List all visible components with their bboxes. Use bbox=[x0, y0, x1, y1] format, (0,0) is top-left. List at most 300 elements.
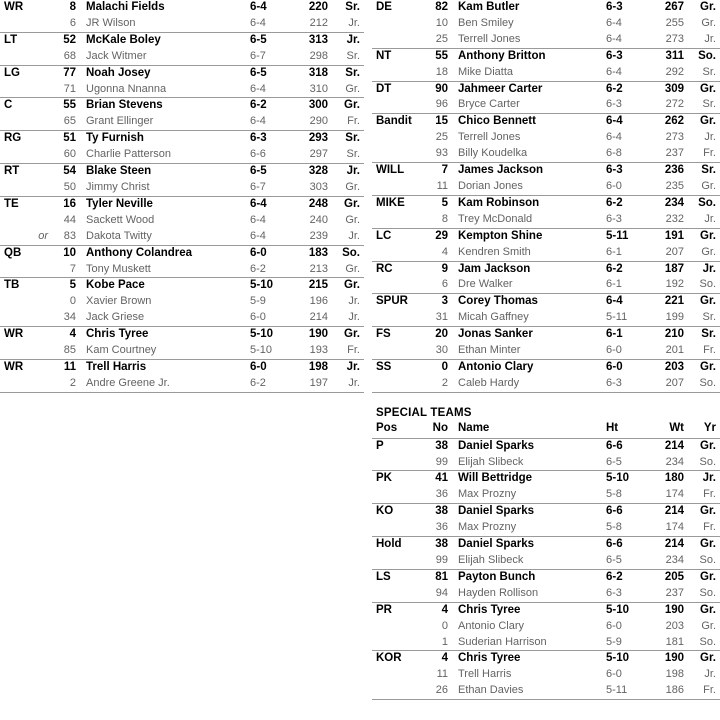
player-weight: 220 bbox=[308, 1, 328, 13]
player-height: 5-10 bbox=[250, 279, 274, 292]
player-name: JR Wilson bbox=[84, 16, 248, 32]
player-weight: 174 bbox=[650, 487, 690, 503]
player-height: 6-6 bbox=[606, 538, 623, 551]
player-height: 6-1 bbox=[604, 277, 650, 293]
player-number: 4 bbox=[424, 245, 456, 261]
player-year: Gr. bbox=[700, 570, 716, 583]
player-weight: 290 bbox=[294, 114, 334, 130]
player-name: Elijah Slibeck bbox=[456, 553, 604, 569]
player-weight: 300 bbox=[308, 99, 328, 112]
table-row bbox=[372, 310, 720, 326]
position-spacer bbox=[372, 130, 424, 146]
player-name: Dre Walker bbox=[456, 277, 604, 293]
player-weight: 232 bbox=[650, 212, 690, 228]
player-name: Ethan Davies bbox=[456, 683, 604, 699]
player-year: Gr. bbox=[701, 16, 716, 29]
table-row bbox=[0, 164, 364, 180]
player-weight: 203 bbox=[664, 360, 684, 373]
player-number: 36 bbox=[424, 520, 456, 536]
column-header-ht: Ht bbox=[604, 421, 650, 438]
table-row bbox=[0, 327, 364, 343]
player-weight: 309 bbox=[664, 82, 684, 95]
player-weight: 186 bbox=[650, 683, 690, 699]
column-header-wt: Wt bbox=[650, 421, 690, 438]
table-row bbox=[372, 537, 720, 553]
player-year: Sr. bbox=[334, 49, 364, 65]
player-year: Gr. bbox=[345, 213, 360, 226]
player-weight: 191 bbox=[664, 229, 684, 242]
column-header-pos: Pos bbox=[372, 421, 424, 438]
player-number: 31 bbox=[424, 310, 456, 326]
table-row bbox=[372, 327, 720, 343]
position-label: TB bbox=[4, 279, 20, 292]
player-name: Ugonna Nnanna bbox=[84, 82, 248, 98]
table-row bbox=[0, 32, 364, 48]
table-row bbox=[0, 310, 364, 326]
player-number: 1 bbox=[424, 635, 456, 651]
player-weight: 180 bbox=[664, 472, 684, 485]
player-height: 6-4 bbox=[248, 229, 294, 245]
player-height: 6-2 bbox=[606, 262, 623, 275]
player-weight: 212 bbox=[294, 16, 334, 32]
position-label: NT bbox=[376, 49, 392, 62]
player-weight: 273 bbox=[665, 131, 684, 144]
player-weight: 292 bbox=[650, 65, 690, 81]
player-weight: 207 bbox=[650, 376, 690, 392]
player-height: 5-9 bbox=[250, 295, 266, 308]
player-name: Jahmeer Carter bbox=[458, 82, 543, 95]
table-row bbox=[372, 455, 720, 471]
player-height: 6-0 bbox=[606, 619, 622, 632]
player-height: 6-3 bbox=[604, 97, 650, 113]
player-height: 6-8 bbox=[604, 146, 650, 162]
player-number: 10 bbox=[63, 246, 76, 259]
player-number: 65 bbox=[52, 114, 84, 130]
player-year: Fr. bbox=[334, 343, 364, 359]
position-label: MIKE bbox=[376, 196, 405, 209]
player-year: Jr. bbox=[346, 165, 360, 178]
table-row bbox=[372, 146, 720, 162]
player-number: 0 bbox=[441, 360, 448, 373]
player-name: Andre Greene Jr. bbox=[84, 376, 248, 392]
table-row bbox=[372, 65, 720, 81]
offense-column bbox=[0, 0, 364, 393]
player-weight: 235 bbox=[650, 179, 690, 195]
position-label: RC bbox=[376, 262, 393, 275]
player-weight: 203 bbox=[665, 619, 684, 632]
player-height: 6-3 bbox=[604, 376, 650, 392]
player-name: Jack Witmer bbox=[84, 49, 248, 65]
player-height: 6-6 bbox=[248, 147, 294, 163]
position-label: KOR bbox=[376, 652, 402, 665]
position-spacer bbox=[372, 16, 424, 32]
player-weight: 311 bbox=[665, 49, 684, 62]
position-spacer bbox=[0, 262, 52, 278]
player-year: Gr. bbox=[344, 279, 360, 292]
player-number: 4 bbox=[69, 328, 76, 341]
player-weight: 193 bbox=[294, 343, 334, 359]
position-label: SPUR bbox=[376, 295, 408, 308]
player-weight: 215 bbox=[308, 279, 328, 292]
table-row bbox=[372, 602, 720, 618]
table-row bbox=[0, 343, 364, 359]
table-row bbox=[372, 359, 720, 375]
player-number: 85 bbox=[52, 343, 84, 359]
player-name: Chris Tyree bbox=[458, 652, 521, 665]
player-name: Max Prozny bbox=[456, 520, 604, 536]
position-spacer bbox=[0, 310, 52, 326]
player-year: So. bbox=[342, 246, 360, 259]
position-label: P bbox=[376, 439, 384, 452]
player-year: Jr. bbox=[346, 360, 360, 373]
player-year: Jr. bbox=[702, 262, 716, 275]
player-number: 8 bbox=[69, 1, 76, 13]
position-spacer bbox=[372, 553, 424, 569]
defense-column bbox=[372, 0, 720, 700]
player-year: Fr. bbox=[690, 146, 720, 162]
player-number: 55 bbox=[63, 99, 76, 112]
position-spacer bbox=[372, 146, 424, 162]
player-number: 50 bbox=[52, 180, 84, 196]
player-number: 6 bbox=[424, 277, 456, 293]
position-spacer bbox=[372, 245, 424, 261]
player-height: 6-2 bbox=[250, 99, 267, 112]
player-number: 3 bbox=[441, 295, 448, 308]
column-header-row bbox=[372, 421, 720, 438]
player-number: 0 bbox=[69, 295, 76, 308]
position-spacer bbox=[372, 667, 424, 683]
player-year: Sr. bbox=[345, 1, 360, 13]
player-number: 38 bbox=[435, 439, 448, 452]
player-year: Gr. bbox=[690, 179, 720, 195]
player-height: 5-11 bbox=[604, 310, 650, 326]
position-spacer bbox=[372, 212, 424, 228]
player-number: 68 bbox=[52, 49, 84, 65]
player-number: 52 bbox=[63, 33, 76, 46]
table-row bbox=[0, 196, 364, 212]
player-height: 6-0 bbox=[604, 343, 650, 359]
player-name: Elijah Slibeck bbox=[456, 455, 604, 471]
player-number: 29 bbox=[435, 229, 448, 242]
player-year: Sr. bbox=[690, 97, 720, 113]
player-name: Jonas Sanker bbox=[458, 328, 533, 341]
player-name: Jam Jackson bbox=[458, 262, 531, 275]
position-label: DT bbox=[376, 82, 392, 95]
player-number: 99 bbox=[424, 553, 456, 569]
player-height: 6-6 bbox=[606, 439, 623, 452]
position-spacer bbox=[372, 683, 424, 699]
table-row bbox=[0, 131, 364, 147]
table-row bbox=[0, 376, 364, 392]
table-row bbox=[372, 114, 720, 130]
table-row bbox=[372, 586, 720, 602]
player-number: 11 bbox=[436, 668, 448, 681]
player-name: Jimmy Christ bbox=[84, 180, 248, 196]
player-weight: 174 bbox=[650, 520, 690, 536]
player-height: 6-5 bbox=[250, 66, 267, 79]
player-height: 6-0 bbox=[604, 179, 650, 195]
player-name: Trell Harris bbox=[458, 668, 512, 681]
position-label: DE bbox=[376, 1, 392, 13]
position-spacer bbox=[372, 179, 424, 195]
position-label: WR bbox=[4, 360, 24, 373]
player-number: 5 bbox=[69, 279, 76, 292]
player-weight: 190 bbox=[664, 652, 684, 665]
or-text: or bbox=[38, 229, 48, 242]
player-height: 6-5 bbox=[250, 33, 267, 46]
player-height: 5-10 bbox=[606, 652, 630, 665]
player-height: 6-0 bbox=[606, 668, 622, 681]
position-label: TE bbox=[4, 197, 19, 210]
player-height: 6-0 bbox=[250, 246, 267, 259]
table-row bbox=[372, 471, 720, 487]
player-height: 6-4 bbox=[604, 32, 650, 48]
player-height: 5-8 bbox=[604, 487, 650, 503]
player-number: 9 bbox=[441, 262, 448, 275]
player-name: Chico Bennett bbox=[458, 115, 536, 128]
player-year: Sr. bbox=[334, 147, 364, 163]
offense-table bbox=[0, 0, 364, 393]
player-weight: 214 bbox=[664, 439, 684, 452]
player-height: 5-11 bbox=[606, 229, 629, 242]
table-row bbox=[372, 635, 720, 651]
table-row bbox=[0, 147, 364, 163]
player-name: Malachi Fields bbox=[86, 1, 165, 13]
player-weight: 198 bbox=[665, 668, 684, 681]
position-label: QB bbox=[4, 246, 22, 259]
player-weight: 318 bbox=[308, 66, 328, 79]
player-weight: 198 bbox=[308, 360, 328, 373]
position-label: WR bbox=[4, 1, 24, 13]
player-weight: 210 bbox=[664, 328, 684, 341]
player-number: 10 bbox=[435, 16, 448, 29]
position-spacer bbox=[0, 147, 52, 163]
player-name: Trey McDonald bbox=[456, 212, 604, 228]
player-weight: 298 bbox=[294, 49, 334, 65]
table-row bbox=[372, 651, 720, 667]
player-height: 6-4 bbox=[606, 16, 622, 29]
player-name: Ben Smiley bbox=[458, 16, 514, 29]
player-number: 93 bbox=[424, 146, 456, 162]
player-height: 6-5 bbox=[250, 165, 267, 178]
player-name: Anthony Britton bbox=[458, 49, 546, 62]
player-number: 81 bbox=[435, 570, 448, 583]
player-weight: 181 bbox=[650, 635, 690, 651]
player-height: 6-4 bbox=[248, 114, 294, 130]
player-year: Fr. bbox=[334, 114, 364, 130]
player-year: Sr. bbox=[701, 328, 716, 341]
player-height: 6-7 bbox=[248, 180, 294, 196]
position-spacer bbox=[372, 32, 424, 48]
player-year: Sr. bbox=[690, 65, 720, 81]
player-name: Terrell Jones bbox=[456, 32, 604, 48]
player-name: Mike Diatta bbox=[456, 65, 604, 81]
player-name: McKale Boley bbox=[86, 33, 161, 46]
player-height: 5-11 bbox=[604, 683, 650, 699]
player-name: Payton Bunch bbox=[458, 570, 536, 583]
position-label: PK bbox=[376, 472, 392, 485]
player-number: 20 bbox=[435, 328, 448, 341]
player-name: Chris Tyree bbox=[86, 328, 149, 341]
player-name: Terrell Jones bbox=[458, 131, 521, 144]
player-weight: 234 bbox=[664, 196, 684, 209]
table-row bbox=[372, 520, 720, 536]
player-year: So. bbox=[690, 455, 720, 471]
player-height: 6-4 bbox=[248, 82, 294, 98]
player-number: 15 bbox=[435, 115, 448, 128]
player-number: 96 bbox=[424, 97, 456, 113]
player-number: 4 bbox=[441, 603, 448, 616]
position-spacer bbox=[0, 343, 52, 359]
player-weight: 236 bbox=[664, 164, 684, 177]
player-height: 5-10 bbox=[250, 328, 274, 341]
position-spacer bbox=[372, 310, 424, 326]
player-weight: 240 bbox=[309, 213, 328, 226]
player-number: 7 bbox=[52, 262, 84, 278]
player-height: 6-2 bbox=[248, 262, 294, 278]
player-height: 6-4 bbox=[250, 1, 267, 13]
player-year: Jr. bbox=[704, 668, 716, 681]
position-spacer bbox=[372, 455, 424, 471]
player-height: 6-4 bbox=[606, 115, 623, 128]
player-name: Kam Courtney bbox=[84, 343, 248, 359]
player-height: 5-10 bbox=[248, 343, 294, 359]
player-year: Sr. bbox=[701, 164, 716, 177]
position-spacer bbox=[0, 114, 52, 130]
player-name: Kam Butler bbox=[458, 1, 520, 13]
player-number: 2 bbox=[424, 376, 456, 392]
position-spacer bbox=[372, 619, 424, 635]
position-spacer bbox=[372, 586, 424, 602]
player-weight: 197 bbox=[294, 376, 334, 392]
player-height: 5-10 bbox=[606, 603, 630, 616]
player-number: 25 bbox=[435, 131, 448, 144]
player-name: Antonio Clary bbox=[458, 619, 525, 632]
player-year: Jr. bbox=[334, 310, 364, 326]
player-height: 6-4 bbox=[250, 197, 267, 210]
table-row bbox=[0, 98, 364, 114]
player-number: 25 bbox=[424, 32, 456, 48]
table-row bbox=[0, 16, 364, 32]
position-label: RT bbox=[4, 165, 20, 178]
player-name: Daniel Sparks bbox=[458, 439, 535, 452]
player-weight: 190 bbox=[664, 603, 684, 616]
player-weight: 190 bbox=[308, 328, 328, 341]
player-weight: 239 bbox=[294, 229, 334, 245]
player-height: 6-4 bbox=[250, 213, 266, 226]
position-spacer bbox=[0, 82, 52, 98]
player-number: 34 bbox=[52, 310, 84, 326]
player-year: Gr. bbox=[700, 360, 716, 373]
player-year: Gr. bbox=[334, 82, 364, 98]
player-height: 6-3 bbox=[604, 212, 650, 228]
player-year: Jr. bbox=[702, 472, 716, 485]
table-row bbox=[372, 487, 720, 503]
player-name: Corey Thomas bbox=[458, 295, 538, 308]
player-weight: 214 bbox=[664, 538, 684, 551]
player-year: Gr. bbox=[700, 652, 716, 665]
table-row bbox=[372, 32, 720, 48]
player-year: Jr. bbox=[334, 376, 364, 392]
player-number: 36 bbox=[424, 487, 456, 503]
player-height: 6-4 bbox=[248, 16, 294, 32]
player-weight: 237 bbox=[650, 146, 690, 162]
player-weight: 214 bbox=[294, 310, 334, 326]
table-row bbox=[372, 179, 720, 195]
special-teams-title: SPECIAL TEAMS bbox=[376, 406, 472, 419]
table-row bbox=[0, 65, 364, 81]
position-spacer bbox=[372, 520, 424, 536]
player-weight: 272 bbox=[650, 97, 690, 113]
table-row bbox=[372, 0, 720, 16]
table-row bbox=[372, 619, 720, 635]
player-weight: 267 bbox=[664, 1, 684, 13]
position-spacer bbox=[0, 213, 52, 229]
player-height: 6-6 bbox=[606, 505, 623, 518]
table-row bbox=[372, 81, 720, 97]
player-name: James Jackson bbox=[458, 164, 544, 177]
player-year: Gr. bbox=[344, 197, 360, 210]
player-height: 6-0 bbox=[248, 310, 294, 326]
column-header-yr: Yr bbox=[690, 421, 720, 438]
player-name: Bryce Carter bbox=[456, 97, 604, 113]
player-height: 6-4 bbox=[606, 295, 623, 308]
player-name: Daniel Sparks bbox=[458, 538, 535, 551]
position-label: LC bbox=[376, 229, 392, 242]
player-height: 6-1 bbox=[606, 328, 623, 341]
table-row bbox=[0, 278, 364, 294]
player-height: 6-5 bbox=[604, 455, 650, 471]
player-name: Chris Tyree bbox=[458, 603, 521, 616]
player-name: Sackett Wood bbox=[86, 213, 155, 226]
player-year: Gr. bbox=[700, 115, 716, 128]
player-number: 83 bbox=[52, 229, 84, 245]
table-row bbox=[372, 261, 720, 277]
player-name: Daniel Sparks bbox=[458, 505, 535, 518]
position-spacer bbox=[0, 180, 52, 196]
player-height: 6-2 bbox=[248, 376, 294, 392]
player-name: Kam Robinson bbox=[458, 196, 540, 209]
player-number: 41 bbox=[435, 472, 448, 485]
player-name: Kobe Pace bbox=[86, 279, 145, 292]
table-row bbox=[0, 180, 364, 196]
player-weight: 192 bbox=[650, 277, 690, 293]
table-row bbox=[0, 262, 364, 278]
player-height: 6-4 bbox=[606, 131, 622, 144]
player-year: Jr. bbox=[348, 295, 360, 308]
position-spacer bbox=[0, 16, 52, 32]
or-label bbox=[0, 229, 52, 245]
player-weight: 201 bbox=[650, 343, 690, 359]
position-spacer bbox=[372, 343, 424, 359]
player-height: 6-2 bbox=[606, 570, 623, 583]
player-year: Gr. bbox=[344, 99, 360, 112]
player-weight: 196 bbox=[309, 295, 328, 308]
player-number: 82 bbox=[435, 1, 448, 13]
player-year: Gr. bbox=[700, 505, 716, 518]
player-height: 6-5 bbox=[604, 553, 650, 569]
player-number: 7 bbox=[441, 164, 448, 177]
table-row bbox=[372, 683, 720, 699]
player-number: 0 bbox=[441, 619, 448, 632]
player-year: Sr. bbox=[690, 310, 720, 326]
player-name: Will Bettridge bbox=[458, 472, 533, 485]
position-spacer bbox=[372, 277, 424, 293]
player-year: Gr. bbox=[700, 229, 716, 242]
player-number: 11 bbox=[63, 360, 76, 373]
player-year: Gr. bbox=[700, 82, 716, 95]
player-weight: 262 bbox=[664, 115, 684, 128]
